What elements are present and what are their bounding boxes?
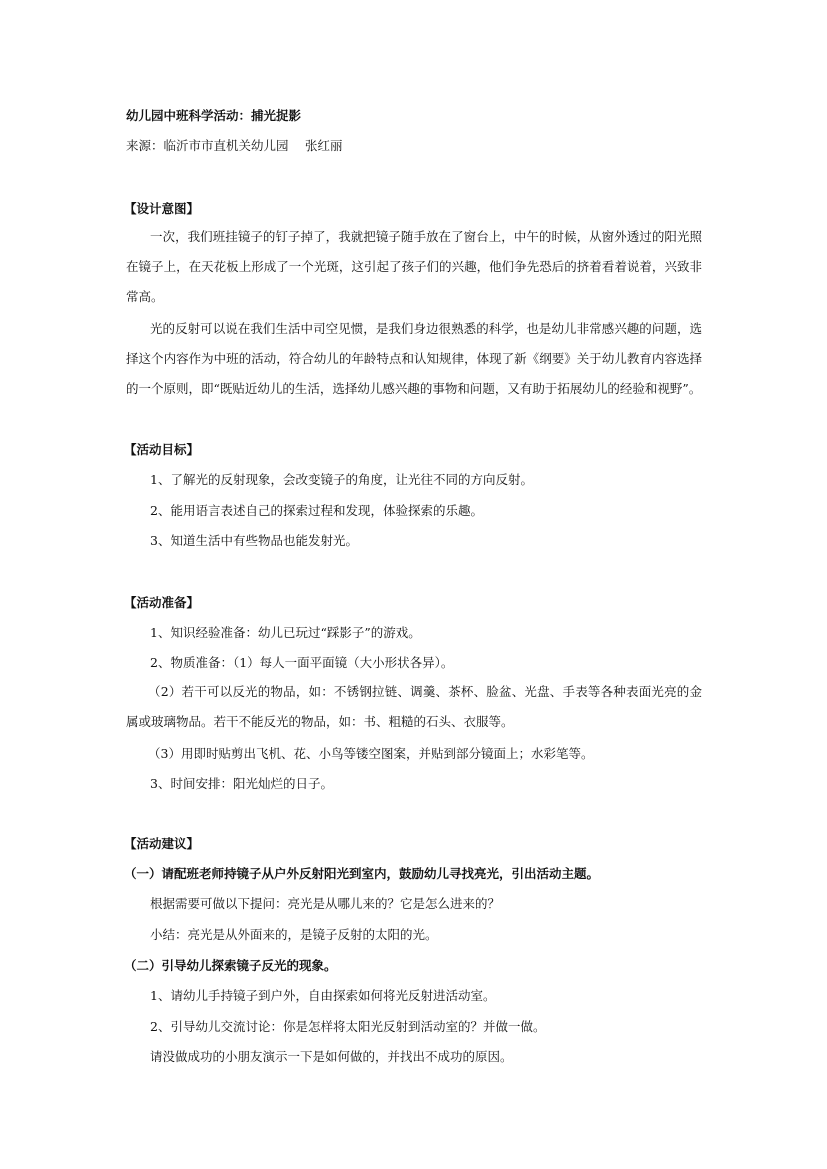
prep-item-1: 1、知识经验准备：幼儿已玩过“踩影子”的游戏。 [150,625,421,640]
prep-item-3: 3、时间安排：阳光灿烂的日子。 [150,776,333,791]
prep-item-2b: （2）若干可以反光的物品，如：不锈钢拉链、调羹、茶杯、脸盆、光盘、手表等各种表面光亮的金属或玻璃物品。若干不能反光的物品，如：书、粗糙的石头、衣服等。 [126,684,702,729]
suggest-part-2-item-2: 2、引导幼儿交流讨论：你是怎样将太阳光反射到活动室的？并做一做。 [150,1019,546,1034]
document-title: 幼儿园中班科学活动：捕光捉影 [126,108,302,123]
section-heading-suggest: 【活动建议】 [124,836,200,851]
suggest-part-2-title: （二）引导幼儿探索镜子反光的现象。 [124,958,337,973]
section-heading-design: 【设计意图】 [124,201,200,216]
section-heading-goals: 【活动目标】 [124,442,200,457]
goal-item-3: 3、知道生活中有些物品也能发射光。 [150,533,358,548]
document-source: 来源：临沂市市直机关幼儿园 张红丽 [126,138,343,153]
prep-item-2c: （3）用即时贴剪出飞机、花、小鸟等镂空图案，并贴到部分镜面上；水彩笔等。 [148,746,594,761]
suggest-part-1-title: （一）请配班老师持镜子从户外反射阳光到室内，鼓励幼儿寻找亮光，引出活动主题。 [124,866,600,881]
suggest-part-2-item-1: 1、请幼儿手持镜子到户外，自由探索如何将光反射进活动室。 [150,988,496,1003]
goal-item-2: 2、能用语言表述自己的探索过程和发现，体验探索的乐趣。 [150,503,483,518]
suggest-part-1-summary: 小结：亮光是从外面来的，是镜子反射的太阳的光。 [150,927,438,942]
section-heading-prep: 【活动准备】 [124,595,200,610]
goal-item-1: 1、了解光的反射现象，会改变镜子的角度，让光往不同的方向反射。 [150,472,533,487]
design-paragraph-1: 一次，我们班挂镜子的钉子掉了，我就把镜子随手放在了窗台上，中午的时候，从窗外透过的阳光照在镜子上，在天花板上形成了一个光斑，这引起了孩子们的兴趣，他们争先恐后的挤着看着说着，兴致非常高。 [126,229,702,304]
prep-item-2: 2、物质准备：（1）每人一面平面镜（大小形状各异）。 [150,655,454,670]
suggest-part-1-question: 根据需要可做以下提问：亮光是从哪儿来的？它是怎么进来的？ [150,896,501,911]
suggest-part-2-item-3: 请没做成功的小朋友演示一下是如何做的，并找出不成功的原因。 [150,1049,513,1064]
design-paragraph-2: 光的反射可以说在我们生活中司空见惯，是我们身边很熟悉的科学，也是幼儿非常感兴趣的问题，选择这个内容作为中班的活动，符合幼儿的年龄特点和认知规律，体现了新《纲要》关于幼儿教育内容选择的一个原则，即“既贴近幼儿的生活，选择幼儿感兴趣的事物和问题，又有助于拓展幼儿的经验和视野”。 [126,321,702,396]
